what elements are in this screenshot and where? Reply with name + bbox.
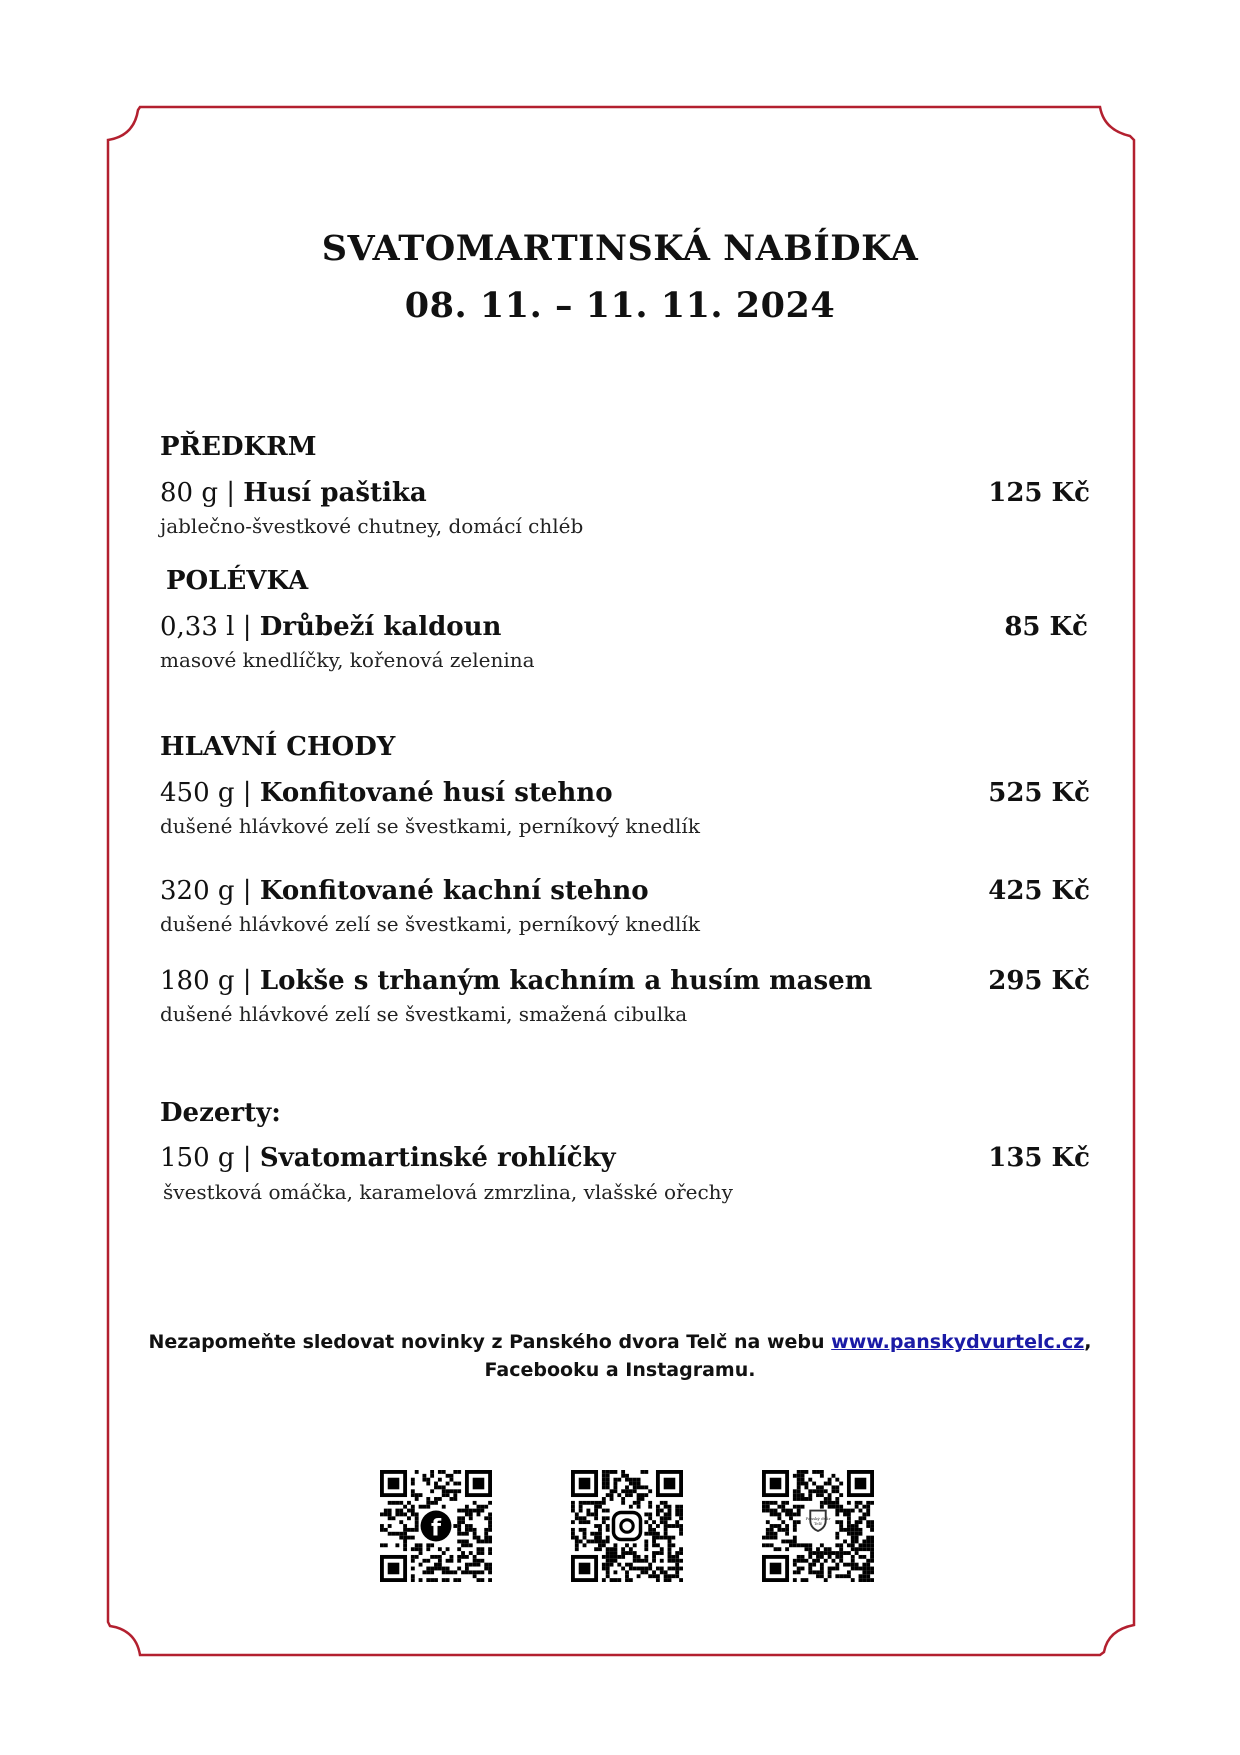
item-description: dušené hlávkové zelí se švestkami, perníkový knedlík	[160, 814, 700, 838]
menu-title: SVATOMARTINSKÁ NABÍDKA	[321, 228, 919, 269]
item-price: 125 Kč	[988, 478, 1090, 508]
item-portion: 450 g	[160, 778, 235, 808]
menu-item: 180 g | Lokše s trhaným kachním a husím masem	[160, 966, 873, 996]
footer-note	[0, 1328, 1240, 1384]
item-name: Husí paštika	[243, 478, 427, 508]
menu-item: 80 g | Husí paštika	[160, 478, 427, 508]
item-description: masové knedlíčky, kořenová zelenina	[160, 648, 535, 672]
item-price: 425 Kč	[988, 876, 1090, 906]
logo-icon: Panský dvůr Telč	[805, 1516, 831, 1526]
menu-item: 450 g | Konfitované husí stehno	[160, 778, 613, 808]
website-link[interactable]: www.panskydvurtelc.cz	[831, 1331, 1085, 1353]
item-portion: 0,33 l	[160, 612, 235, 642]
item-name: Svatomartinské rohlíčky	[259, 1143, 616, 1173]
item-name: Lokše s trhaným kachním a husím masem	[259, 966, 873, 996]
qr-code-facebook[interactable]	[380, 1470, 492, 1582]
item-name: Konfitované kachní stehno	[259, 876, 649, 906]
menu-dates: 08. 11. – 11. 11. 2024	[404, 285, 836, 326]
qr-code-instagram[interactable]	[571, 1470, 683, 1582]
item-description: dušené hlávkové zelí se švestkami, perníkový knedlík	[160, 912, 700, 936]
item-description: dušené hlávkové zelí se švestkami, smažená cibulka	[160, 1002, 688, 1026]
footer-comma: ,	[1084, 1331, 1092, 1353]
svg-text:f: f	[430, 1514, 442, 1542]
footer-text: Nezapomeňte sledovat novinky z Panského dvora Telč na webu	[148, 1331, 832, 1353]
qr-code-website[interactable]	[762, 1470, 874, 1582]
menu-item: 320 g | Konfitované kachní stehno	[160, 876, 649, 906]
item-portion: 320 g	[160, 876, 235, 906]
item-name: Drůbeží kaldoun	[259, 612, 502, 642]
section-heading-polevka: POLÉVKA	[166, 566, 309, 596]
item-name: Konfitované husí stehno	[259, 778, 613, 808]
menu-item: 0,33 l | Drůbeží kaldoun	[160, 612, 502, 642]
section-heading-predkrm: PŘEDKRM	[160, 432, 317, 462]
item-price: 295 Kč	[988, 966, 1090, 996]
section-heading-dezerty: Dezerty:	[160, 1098, 281, 1128]
section-heading-hlavni-chody: HLAVNÍ CHODY	[160, 732, 396, 762]
item-portion: 150 g	[160, 1143, 235, 1173]
footer-line2: Facebooku a Instagramu.	[484, 1359, 756, 1381]
item-price: 85 Kč	[1004, 612, 1088, 642]
item-portion: 180 g	[160, 966, 235, 996]
menu-item: 150 g | Svatomartinské rohlíčky	[160, 1143, 616, 1173]
item-price: 135 Kč	[988, 1143, 1090, 1173]
item-description: švestková omáčka, karamelová zmrzlina, vlašské ořechy	[163, 1180, 733, 1204]
item-price: 525 Kč	[988, 778, 1090, 808]
item-portion: 80 g	[160, 478, 218, 508]
item-description: jablečno-švestkové chutney, domácí chléb	[160, 514, 584, 538]
